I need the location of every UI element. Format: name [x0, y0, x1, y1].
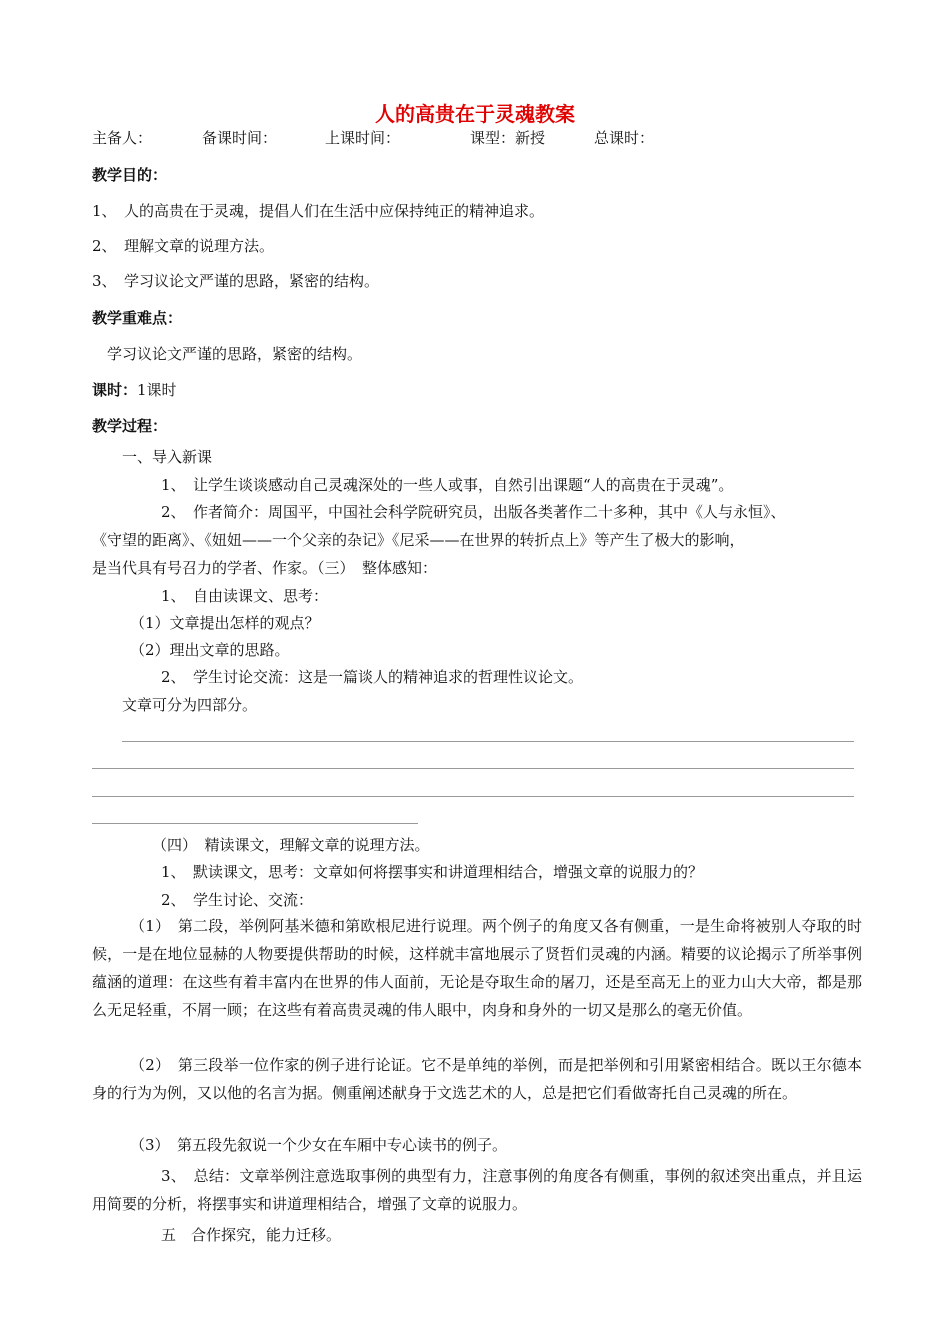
section5-heading: 五 合作探究，能力迁移。: [161, 1226, 342, 1244]
objective-item: 1、 人的高贵在于灵魂，提倡人们在生活中应保持纯正的精神追求。: [92, 202, 545, 220]
objectives-heading: 教学目的：: [92, 166, 168, 184]
answer-line: [122, 741, 854, 742]
summary-paragraph: 3、 总结：文章举例注意选取事例的典型有力，注意事例的角度各有侧重，事例的叙述突出重点，并且运用简要的分析，将摆事实和讲道理相结合，增强了文章的说服力。: [92, 1167, 862, 1213]
hours-line: [92, 380, 177, 400]
analysis-paragraph-2: （2） 第三段举一位作家的例子进行论证。它不是单纯的举例，而是把举例和引用紧密相结合。既以王尔德本身的行为为例，又以他的名言为据。侧重阐述献身于文选艺术的人，总是把它们看做寄托自己灵魂的所在。: [92, 1056, 862, 1102]
difficulty-text: 学习议论文严谨的思路，紧密的结构。: [107, 345, 363, 363]
section1-item2-line1: 2、 作者简介：周国平，中国社会科学院研究员，出版各类著作二十多种，其中《人与永恒》、: [161, 503, 786, 521]
meta-preparer: 主备人：: [92, 129, 153, 147]
section3-item1: 1、 自由读课文、思考：: [161, 587, 329, 605]
section3-question2: （2）理出文章的思路。: [130, 641, 290, 659]
meta-lesson-type: 课型：新授: [470, 129, 546, 147]
objective-item: 3、 学习议论文严谨的思路，紧密的结构。: [92, 272, 380, 290]
section4-heading: （四） 精读课文，理解文章的说理方法。: [152, 836, 430, 854]
answer-line: [92, 796, 854, 797]
meta-class-time: 上课时间：: [325, 129, 401, 147]
section3-note: 文章可分为四部分。: [122, 696, 258, 714]
section3-item2: 2、 学生讨论交流：这是一篇谈人的精神追求的哲理性议论文。: [161, 668, 584, 686]
hours-value: 1课时: [137, 381, 177, 399]
answer-line: [92, 823, 418, 824]
section4-item1: 1、 默读课文，思考：文章如何将摆事实和讲道理相结合，增强文章的说服力的？: [161, 863, 704, 881]
objective-item: 2、 理解文章的说理方法。: [92, 237, 275, 255]
process-heading: 教学过程：: [92, 417, 168, 435]
meta-prep-time: 备课时间：: [202, 129, 278, 147]
section3-question1: （1）文章提出怎样的观点？: [130, 614, 320, 632]
section1-item1: 1、 让学生谈谈感动自己灵魂深处的一些人或事，自然引出课题“人的高贵在于灵魂”。: [161, 476, 734, 494]
section1-heading: 一、导入新课: [122, 448, 213, 466]
section1-item2-line2: 《守望的距离》、《妞妞——一个父亲的杂记》《尼采——在世界的转折点上》等产生了极大的影响，: [92, 531, 745, 549]
section4-item2: 2、 学生讨论、交流：: [161, 891, 314, 909]
analysis-paragraph-1: （1） 第二段，举例阿基米德和第欧根尼进行说理。两个例子的角度又各有侧重，一是生命将被别人夺取的时候，一是在地位显赫的人物要提供帮助的时候，这样就丰富地展示了贤哲们灵魂的内涵。精要的议论揭示了所举事例蕴涵的道理：在这些有着丰富内在世界的伟人面前，无论是夺取生命的屠刀，还是至高无上的亚力山大大帝，都是那么无足轻重，不屑一顾；在这些有着高贵灵魂的伟人眼中，肉身和身外的一切又是那么的毫无价值。: [92, 917, 862, 1019]
section1-item2-line3: 是当代具有号召力的学者、作家。（三） 整体感知：: [92, 559, 438, 577]
difficulty-heading: 教学重难点：: [92, 309, 183, 327]
analysis-paragraph-3: （3） 第五段先叙说一个少女在车厢中专心读书的例子。: [130, 1136, 508, 1154]
hours-label: 课时：: [92, 381, 138, 399]
meta-total-hours: 总课时：: [594, 129, 655, 147]
page-title: 人的高贵在于灵魂教案: [375, 102, 575, 126]
answer-line: [92, 768, 854, 769]
